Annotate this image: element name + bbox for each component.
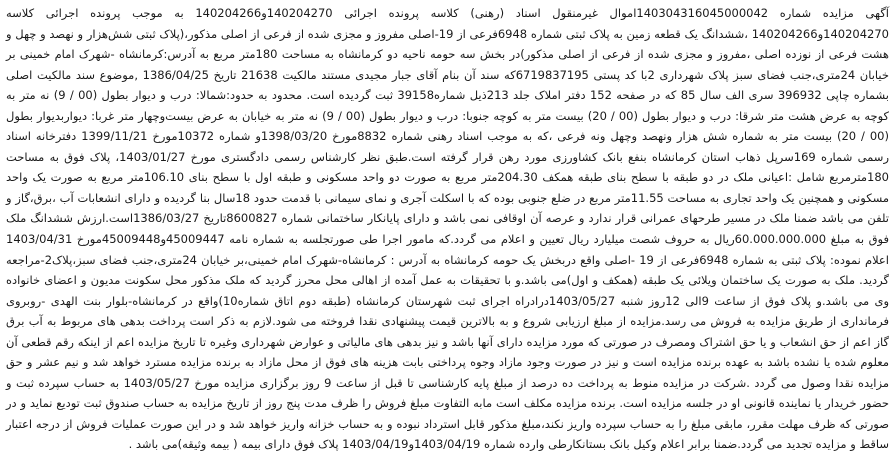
auction-notice-text: آگهی مزایده شماره 140304316045000042اموال غیرمنقول اسناد (رهنی) کلاسه پرونده اجرائی 140204270و140204266 به موجب پرونده اجرائی کلاسه 140204270و140204266 ،ششدانگ یک قطعه زمین به پلاک ثبتی شماره 6948فرعی از 19-اصلی مفروز و مجزی شده از فرعی از اصلی مذکور،(پلاک ثبتی شش‌هزار و نهصد و چهل و هشت فرعی از نوزده اصلی ،مفروز و مجزی شده از فرعی از اصلی مذکور)در بخش سه حومه ناحیه دو کرمانشاه به مساحت 180متر مربع به آدرس:کرمانشاه -شهرک امام خمینی بر خیابان 24متری،جنب فضای سبز پلاک شهرداری 2با کد پستی 6719837195که سند آن بنام آقای جبار مجیدی مستند مالکیت 21638 تاریخ 1386/04/25 ,موضوع سند مالکیت اصلی بشماره چاپی 396932 سری الف سال 85 که در صفحه 152 دفتر املاک جلد 213ذیل شماره39158 ثبت گردیده است. محدود به حدود:شمالا: درب و دیوار بطول (00 / 9) نه متر به کوچه به عرض هشت متر شرقا: درب و دیوار بطول (00 / 20) بیست متر به کوچه جنوبا: درب و دیوار بطول (00 / 9) نه متر به خیابان به عرض بیست‌وچهار متر غربا: دیواربدیوار بطول (00 / 20) بیست متر به شماره شش هزار ونهصد وچهل ونه فرعی ،که به موجب اسناد رهنی شماره 8832مورخ 1398/03/20و شماره 10372مورخ 1399/11/21 دفترخانه اسناد رسمی شماره 169سرپل ذهاب استان کرمانشاه بنفع بانک کشاورزی مورد رهن قرار گرفته است.طبق نظر کارشناس رسمی دادگستری مورخ 1403/01/27، پلاک فوق به مساحت 180مترمربع شامل :اعیانی ملک در دو طبقه با سطح بنای طبقه همکف 204.30متر مربع به صورت دو واحد مسکونی و طبقه اول با سطح بنای 106.10متر مربع به صورت یک واحد مسکونی و همچنین یک واحد تجاری به مساحت 11.55متر مربع در ضلع جنوبی بوده که با اسکلت آجری و نمای سیمانی با قدمت حدود 18سال بنا گردیده و دارای انشعابات آب ،برق،گاز و تلفن می باشد ضمنا ملک در مسیر طرحهای عمرانی قرار ندارد و عرصه آن اوقافی نمی باشد و دارای پایانکار ساختمانی شماره 8600827تاریخ 1386/03/27است.ارزش ششدانگ ملک فوق به مبلغ 60.000.000.000ریال به حروف شصت میلیارد ریال تعیین و اعلام می گردد.که مامور اجرا طی صورتجلسه به شماره نامه 45009447و45009448مورخ 1403/04/31 اعلام نموده: پلاک ثبتی به شماره 6948فرعی از 19 -اصلی واقع دربخش یک حومه کرمانشاه به آدرس : کرمانشاه-شهرک امام خمینی،بر خیابان 24متری،جنب فضای سبز،پلاک2-مراجعه گردید. ملک به صورت یک ساختمان ویلائی یک طبقه (همکف و اول)می باشد.و با تحقیقات به عمل آمده از اهالی محل محرز گردید که ملک مذکور محل سکونت مدیون و اعضای خانواده وی می باشد.و پلاک فوق از ساعت 9الی 12روز شنبه 1403/05/27درادراه اجرای ثبت شهرستان کرمانشاه (طبقه دوم اتاق شماره10)واقع در کرمانشاه-بلوار بنت الهدی -روبروی فرمانداری از طریق مزایده به فروش می رسد.مزایده از مبلغ ارزیابی شروع و به بالاترین قیمت پیشنهادی نقدا فروخته می شود.لازم به ذکر است پرداخت بدهی های مربوط به آب برق گاز اعم از حق انشعاب و یا حق اشتراک ومصرف در صورتی که مورد مزایده دارای آنها باشد و نیز بدهی های مالیاتی و عوارض شهرداری وغیره تا تاریخ مزایده اعم از اینکه رقم قطعی آن معلوم شده یا نشده باشد به عهده برنده مزایده است و نیز در صورت وجود مازاد وجوه پرداختی بابت هزینه های فوق از محل مازاد به برنده مزایده مسترد خواهد شد و نیم عشر و حق مزایده نقدا وصول می گردد .شرکت در مزایده منوط به پرداخت ده درصد از مبلغ پایه کارشناسی تا قبل از ساعت 9 روز برگزاری مزایده مورخ 1403/05/27 به حساب سپرده ثبت و حضور خریدار یا نماینده قانونی او در جلسه مزایده است. برنده مزایده مکلف است مابه التفاوت مبلغ فروش را ظرف مدت پنج روز از تاریخ مزایده به حساب صندوق ثبت تودیع نماید و در صورتی که ظرف مهلت مقرر، مابقی مبلغ را به حساب سپرده واریز نکند،مبلغ مذکور قابل استرداد نبوده و به حساب خزانه واریز خواهد شد و در این صورت عملیات فروش از درجه اعتبار ساقط و مزایده تجدید می گردد.ضمنا برابر اعلام وکیل بانک بستانکارطی وارده شماره 1403/04/19و1403/04/19 پلاک فوق دارای بیمه ( بیمه وثیقه)می باشد . xyxy=(6,6,890,452)
